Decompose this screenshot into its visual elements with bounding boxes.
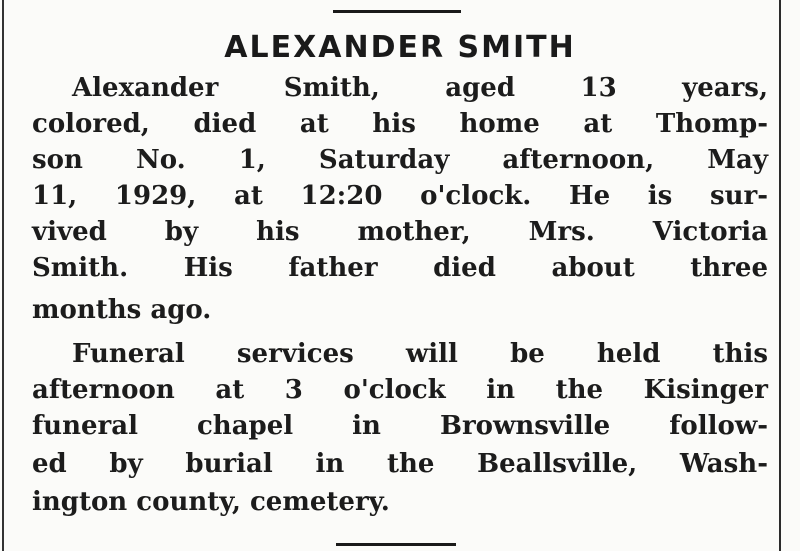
body-line: 11, 1929, at 12:20 o'clock. He is sur- [32, 181, 768, 211]
body-line: months ago. [32, 295, 212, 325]
body-line: Smith. His father died about three [32, 253, 768, 283]
body-line: ington county, cemetery. [32, 487, 390, 517]
body-line: colored, died at his home at Thomp- [32, 109, 768, 139]
body-line: son No. 1, Saturday afternoon, May [32, 145, 768, 175]
body-line: ed by burial in the Beallsville, Wash- [32, 449, 768, 479]
body-line: afternoon at 3 o'clock in the Kisinger [32, 375, 768, 405]
column-rule-right [779, 0, 781, 551]
body-line: funeral chapel in Brownsville follow- [32, 411, 768, 441]
bottom-divider [336, 543, 456, 546]
body-line: Funeral services will be held this [72, 339, 768, 369]
column-rule-left [2, 0, 4, 551]
body-line: Alexander Smith, aged 13 years, [72, 73, 768, 103]
body-line: vived by his mother, Mrs. Victoria [32, 217, 768, 247]
obituary-headline: ALEXANDER SMITH [224, 30, 576, 65]
top-divider [333, 10, 461, 13]
